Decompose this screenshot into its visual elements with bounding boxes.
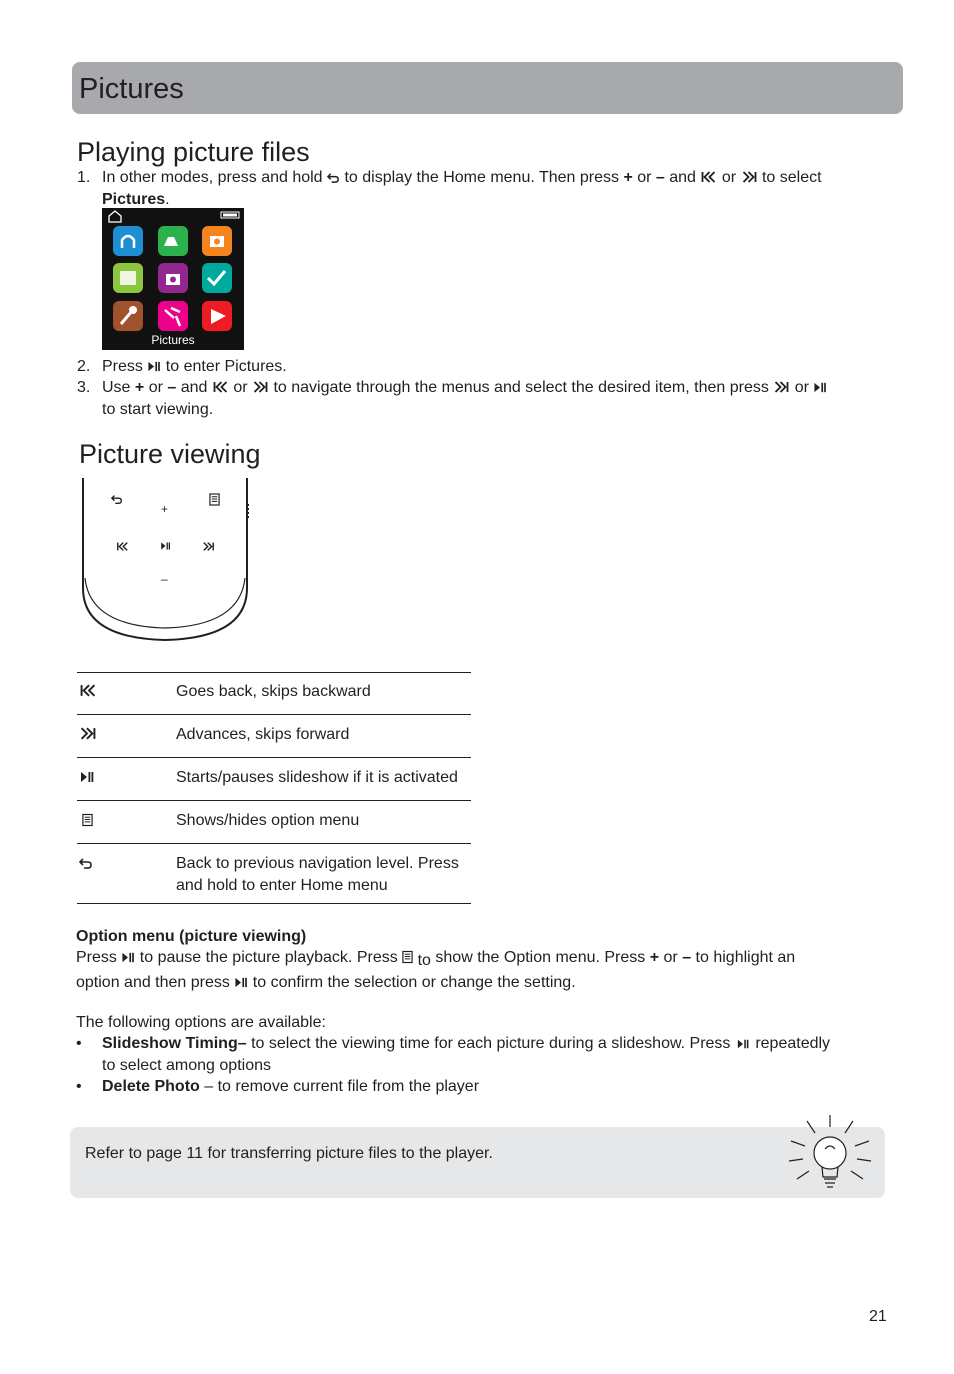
minus-button[interactable]: – — [161, 572, 168, 586]
radio-app-icon — [158, 263, 188, 293]
header-bar — [72, 62, 903, 114]
minus-key: – — [655, 169, 665, 186]
player-diagram — [80, 478, 250, 644]
play-pause-icon — [121, 951, 135, 964]
screen-label: Pictures — [151, 333, 195, 347]
option-text-a: Press — [76, 949, 122, 966]
step-3-text-c: to start viewing. — [102, 401, 214, 418]
option-delete-photo — [102, 1076, 892, 1098]
lightbulb-icon — [787, 1113, 873, 1195]
section-heading-viewing: Picture viewing — [79, 439, 261, 469]
option-name: Slideshow Timing– — [102, 1035, 247, 1052]
skip-forward-icon — [79, 726, 97, 741]
skip-forward-icon — [773, 380, 790, 394]
skip-back-icon — [700, 170, 717, 184]
control-description: Shows/hides option menu — [176, 801, 471, 844]
books-app-icon — [113, 263, 143, 293]
option-slideshow-timing — [102, 1033, 892, 1077]
table-row — [77, 715, 471, 758]
option-desc-b: repeatedly — [750, 1035, 831, 1052]
option-menu-icon — [82, 813, 93, 827]
minus-key: – — [682, 949, 692, 966]
step-3-text-a: Use — [102, 379, 135, 396]
pictures-bold: Pictures — [102, 191, 166, 208]
step-1-or: or — [632, 169, 656, 186]
option-menu-button[interactable] — [209, 493, 220, 506]
step-1-or2: or — [717, 169, 741, 186]
pictures-app-icon — [158, 301, 188, 331]
skip-forward-icon — [252, 380, 269, 394]
step-3-and: and — [176, 379, 212, 396]
play-pause-icon — [813, 381, 827, 394]
option-text-c: to — [413, 952, 431, 969]
step-3-or2: or — [228, 379, 252, 396]
option-menu-paragraph — [76, 947, 896, 994]
control-description: Back to previous navigation level. Press and hold to enter Home menu — [176, 844, 471, 904]
tip-text: Refer to page 11 for transferring picture files to the player. — [85, 1145, 493, 1162]
bullet-marker: • — [76, 1035, 82, 1052]
step-3-number: 3. — [77, 379, 91, 396]
play-pause-button[interactable] — [160, 541, 171, 551]
play-pause-icon — [735, 1038, 751, 1050]
table-row — [77, 844, 471, 904]
options-intro: The following options are available: — [76, 1014, 326, 1031]
control-description: Goes back, skips backward — [176, 673, 471, 715]
bullet-marker: • — [76, 1078, 82, 1095]
step-2-number: 2. — [77, 358, 91, 375]
plus-key: + — [623, 169, 633, 186]
minus-key: – — [167, 379, 177, 396]
page-number: 21 — [869, 1308, 887, 1325]
table-row — [77, 673, 471, 715]
table-row — [77, 758, 471, 801]
option-menu-heading: Option menu (picture viewing) — [76, 928, 307, 945]
home-status-icon — [109, 211, 121, 222]
step-1-text-a: In other modes, press and hold — [102, 169, 328, 186]
step-3-or3: or — [790, 379, 814, 396]
step-3-text-b: to navigate through the menus and select the desired item, then press — [269, 379, 774, 396]
option-text-or: or — [659, 949, 683, 966]
step-2 — [102, 356, 892, 378]
skip-back-icon — [79, 683, 97, 698]
play-pause-icon — [79, 770, 95, 784]
skip-back-button[interactable] — [116, 541, 129, 552]
option-text-e: to highlight an — [691, 949, 796, 966]
control-description: Advances, skips forward — [176, 715, 471, 758]
step-3 — [102, 377, 892, 421]
skip-forward-icon — [741, 170, 758, 184]
page-title: Pictures — [79, 73, 184, 105]
back-icon — [79, 856, 93, 870]
tools-app-icon — [113, 301, 143, 331]
home-menu-screenshot — [102, 208, 244, 350]
step-1-and: and — [664, 169, 701, 186]
camera-app-icon — [202, 226, 232, 256]
section-heading-playing: Playing picture files — [77, 137, 310, 167]
step-2-text-a: Press — [102, 358, 148, 375]
play-app-icon — [202, 301, 232, 331]
step-2-text-b: to enter Pictures. — [161, 358, 287, 375]
back-icon — [327, 171, 340, 184]
step-1-text-b: to display the Home menu. Then press — [340, 169, 624, 186]
play-pause-icon — [147, 360, 161, 373]
plus-key: + — [134, 379, 145, 396]
play-pause-icon — [234, 976, 248, 989]
plus-key: + — [649, 949, 660, 966]
plus-button[interactable]: + — [161, 502, 169, 516]
check-app-icon — [202, 263, 232, 293]
step-1-number: 1. — [77, 169, 91, 186]
skip-forward-button[interactable] — [202, 541, 215, 552]
option-desc: – to remove current file from the player — [199, 1078, 480, 1095]
option-name: Delete Photo — [102, 1078, 200, 1095]
video-app-icon — [158, 226, 188, 256]
music-app-icon — [113, 226, 143, 256]
option-text-f: option and then press — [76, 974, 235, 991]
option-text-g: to confirm the selection or change the setting. — [248, 974, 576, 991]
control-description: Starts/pauses slideshow if it is activated — [176, 758, 471, 801]
step-1 — [102, 167, 892, 211]
option-menu-icon — [402, 950, 413, 964]
option-text-b: to pause the picture playback. Press — [135, 949, 403, 966]
controls-table — [77, 672, 471, 904]
table-row — [77, 801, 471, 844]
option-text-d: show the Option menu. Press — [430, 949, 650, 966]
step-1-end: . — [165, 191, 170, 208]
option-desc-c: to select among options — [102, 1057, 271, 1074]
skip-back-icon — [212, 380, 229, 394]
step-1-text-c: to select — [757, 169, 822, 186]
step-3-or: or — [144, 379, 168, 396]
option-desc: to select the viewing time for each picture during a slideshow. Press — [246, 1035, 735, 1052]
back-button[interactable] — [111, 493, 123, 505]
